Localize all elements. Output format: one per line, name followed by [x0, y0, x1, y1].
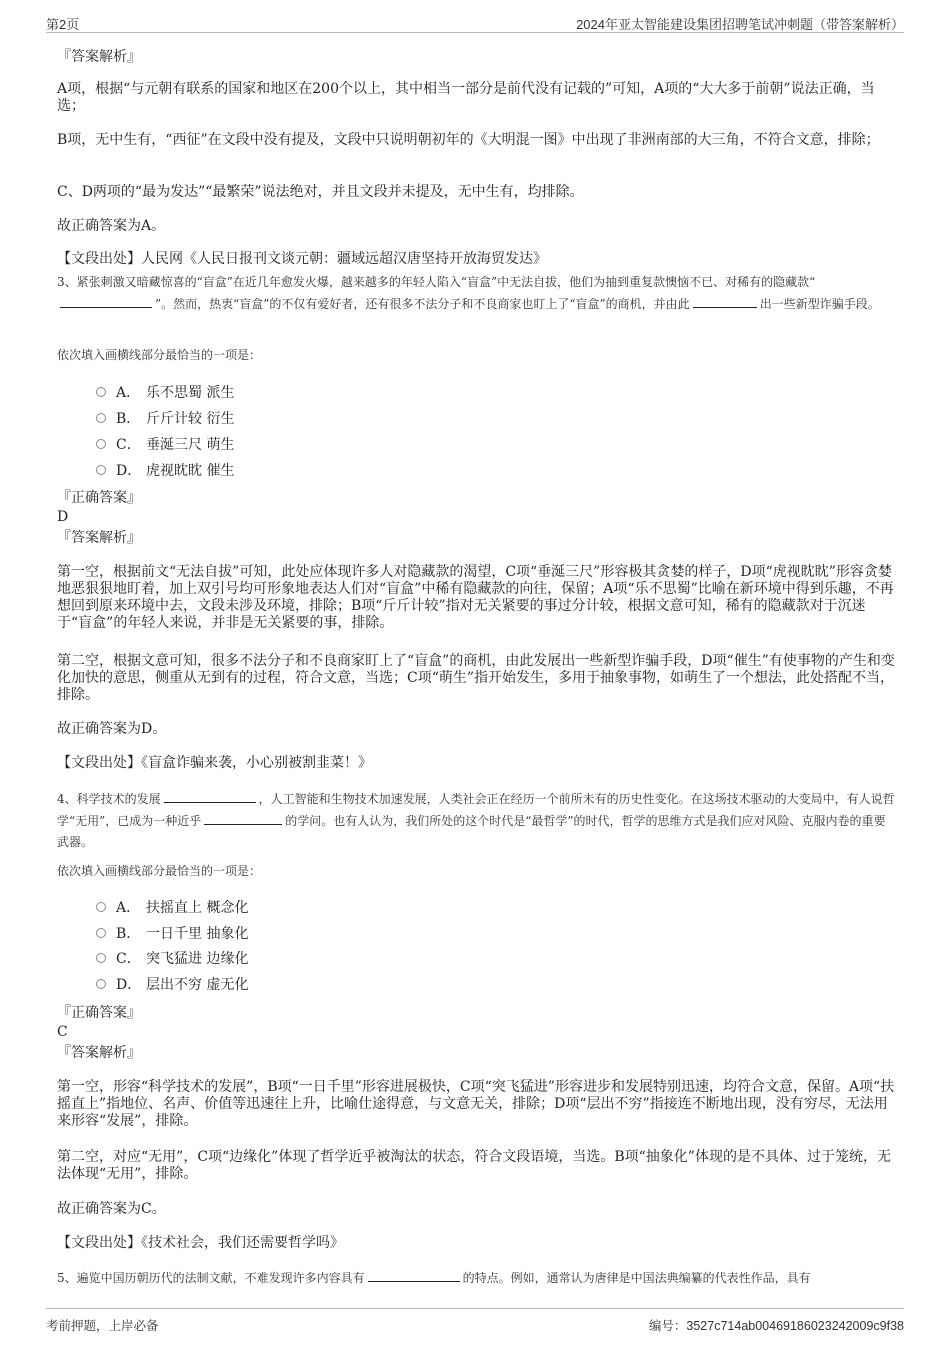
q4-stem-part-b: ，人工智能和生物技术加速发展，人类社会正在经历一个前所未有的历史性变化。在这场技术驱动的大变局中，有人说哲学“无用”，已成为一种近乎 [57, 792, 895, 828]
q3-stem-part-b: ”。然而，热衷“盲盒”的不仅有爱好者，还有很多不法分子和不良商家也盯上了“盲盒”的商机，并由此 [155, 297, 690, 311]
q3-answer: D [57, 509, 69, 525]
radio-icon[interactable] [96, 439, 106, 449]
q3-stem-part-a: 3、紧张刺激又暗藏惊喜的“盲盒”在近几年愈发火爆，越来越多的年轻人陷入“盲盒”中无法自拔，他们为抽到重复款懊恼不已、对稀有的隐藏款“ [57, 275, 816, 289]
q4-correct-label: 『正确答案』 [57, 1005, 141, 1021]
q4-option-d[interactable]: D． 层出不穷 虚无化 [96, 976, 248, 994]
q3-stem-part-c: 出一些新型诈骗手段。 [759, 297, 880, 311]
q3-option-c[interactable]: C． 垂涎三尺 萌生 [96, 436, 234, 454]
q5-stem [57, 1267, 895, 1289]
radio-icon[interactable] [96, 465, 106, 475]
q2-conclusion: 故正确答案为A。 [57, 218, 166, 234]
document-title: 2024年亚太智能建设集团招聘笔试冲刺题（带答案解析） [576, 17, 904, 32]
q4-prompt: 依次填入画横线部分最恰当的一项是： [57, 864, 262, 878]
q3-blank-1 [60, 293, 152, 308]
q3-blank-2 [693, 293, 757, 308]
q3-option-d[interactable]: D． 虎视眈眈 催生 [96, 462, 234, 480]
q4-analysis-label: 『答案解析』 [57, 1045, 141, 1061]
q4-stem-part-c: 的学问。也有人认为，我们所处的这个时代是“最哲学”的时代，哲学的思维方式是我们应对风险、克服内卷的重要武器。 [57, 814, 886, 849]
q4-analysis-p1: 第一空，形容“科学技术的发展”，B项“一日千里”形容进展极快，C项“突飞猛进”形容进步和发展特别迅速，均符合文意，保留。A项“扶摇直上”指地位、名声、价值等迅速往上升，比喻仕途得意，与文意无关，排除；D项“层出不穷”指接连不断地出现，没有穷尽，无法用来形容“发展”，排除。 [57, 1079, 895, 1129]
page-number: 第2页 [46, 17, 80, 32]
q5-stem-part-b: 的特点。例如，通常认为唐律是中国法典编纂的代表性作品，具有 [462, 1271, 811, 1285]
q3-conclusion: 故正确答案为D。 [57, 721, 167, 737]
q3-stem [57, 272, 895, 315]
q3-option-b[interactable]: B． 斤斤计较 衍生 [96, 410, 234, 428]
radio-icon[interactable] [96, 979, 106, 989]
footer-slogan: 考前押题，上岸必备 [46, 1319, 159, 1333]
radio-icon[interactable] [96, 953, 106, 963]
q4-option-b[interactable]: B． 一日千里 抽象化 [96, 925, 248, 943]
q4-option-a[interactable]: A． 扶摇直上 概念化 [96, 899, 248, 917]
q3-analysis-label: 『答案解析』 [57, 530, 141, 546]
q3-analysis-p2: 第二空，根据文意可知，很多不法分子和不良商家盯上了“盲盒”的商机，由此发展出一些新型诈骗手段，D项“催生”有使事物的产生和变化加快的意思，侧重从无到有的过程，符合文意，当选；C项“萌生”指开始发生，多用于抽象事物，如萌生了一个想法，此处搭配不当，排除。 [57, 653, 895, 703]
q3-option-a[interactable]: A． 乐不思蜀 派生 [96, 384, 234, 402]
q3-source: 【文段出处】《盲盒诈骗来袭，小心别被割韭菜！》 [57, 755, 372, 771]
document-code: 编号：3527c714ab0046918602324​2009c9f38 [648, 1319, 904, 1333]
radio-icon[interactable] [96, 387, 106, 397]
q4-conclusion: 故正确答案为C。 [57, 1201, 166, 1217]
radio-icon[interactable] [96, 902, 106, 912]
q5-blank-1 [368, 1267, 460, 1282]
radio-icon[interactable] [96, 928, 106, 938]
q4-stem-part-a: 4、科学技术的发展 [57, 792, 161, 806]
q2-analysis-p3: C、D两项的“最为发达”“最繁荣”说法绝对，并且文段并未提及，无中生有，均排除。 [57, 184, 584, 200]
page-header [46, 10, 904, 33]
q4-analysis-p2: 第二空，对应“无用”，C项“边缘化”体现了哲学近乎被淘汰的状态，符合文段语境，当选。B项“抽象化”体现的是不具体、过于笼统，无法体现“无用”，排除。 [57, 1149, 891, 1182]
q2-analysis-label: 『答案解析』 [57, 49, 141, 65]
q2-analysis-p2: B项，无中生有，“西征”在文段中没有提及，文段中只说明朝初年的《大明混一图》中出现了非洲南部的大三角，不符合文意，排除； [57, 132, 880, 148]
q3-prompt: 依次填入画横线部分最恰当的一项是： [57, 348, 262, 362]
q4-blank-1 [164, 788, 256, 803]
q4-source: 【文段出处】《技术社会，我们还需要哲学吗》 [57, 1235, 344, 1251]
q2-analysis-p1: A项，根据“与元朝有联系的国家和地区在200个以上，其中相当一部分是前代没有记载的”可知，A项的“大大多于前朝”说法正确，当选； [57, 81, 875, 114]
q4-stem [57, 788, 895, 853]
q5-stem-part-a: 5、遍览中国历朝历代的法制文献，不难发现许多内容具有 [57, 1271, 365, 1285]
q3-correct-label: 『正确答案』 [57, 490, 141, 506]
q4-answer: C [57, 1024, 68, 1040]
q3-analysis-p1: 第一空，根据前文“无法自拔”可知，此处应体现许多人对隐藏款的渴望，C项“垂涎三尺”形容极其贪婪的样子，D项“虎视眈眈”形容贪婪地恶狠狠地盯着，加上双引号均可形象地表达人们对“盲盒”中稀有隐藏款的向往，保留；A项“乐不思蜀”比喻在新环境中得到乐趣，不再想回到原来环境中去，文段未涉及环境，排除；B项“斤斤计较”指对无关紧要的事过分计较，根据文意可知，稀有的隐藏款对于沉迷于“盲盒”的年轻人来说，并非是无关紧要的事，排除。 [57, 564, 894, 631]
q4-blank-2 [204, 810, 282, 825]
q2-source: 【文段出处】人民网《人民日报刊文谈元朝：疆域远超汉唐坚持开放海贸发达》 [57, 251, 547, 267]
page-footer [46, 1308, 904, 1335]
radio-icon[interactable] [96, 413, 106, 423]
q4-option-c[interactable]: C． 突飞猛进 边缘化 [96, 950, 248, 968]
